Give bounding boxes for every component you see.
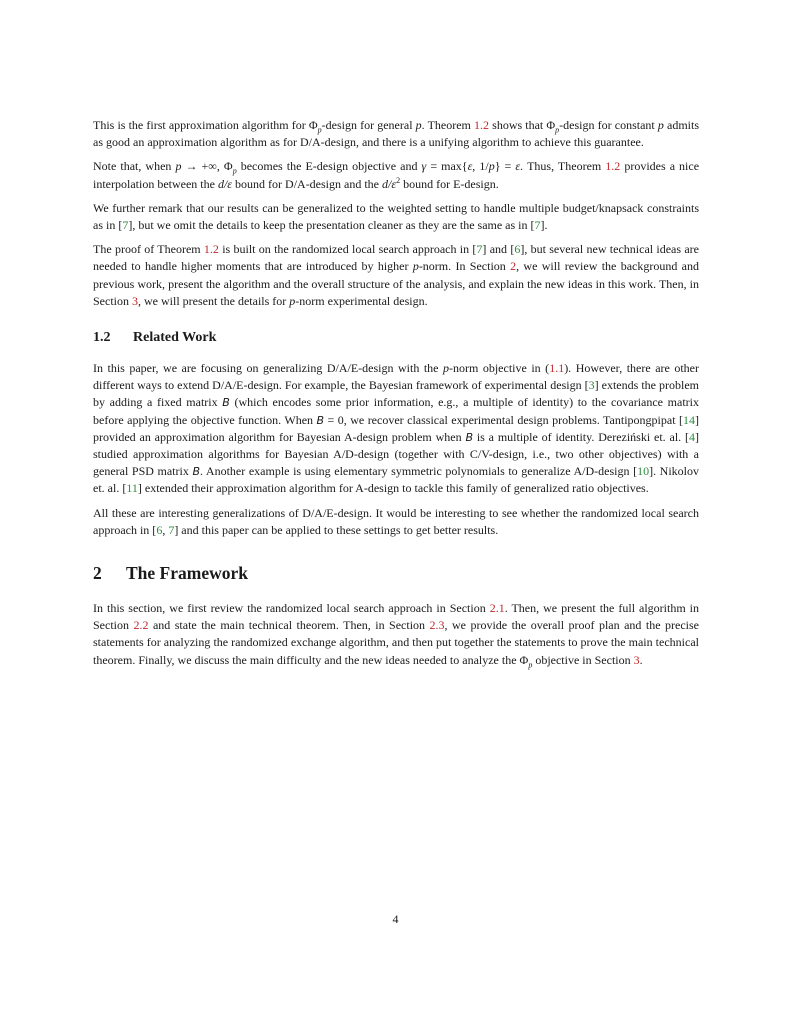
subsection-heading [93,330,699,346]
related-work-paragraph-2: All these are interesting generalizations of D/A/E-design. It would be interesting to see whether the randomized local search approach in [6, 7] and this paper can be applied to these settings to get better results. [93,505,699,537]
citation-link[interactable]: 11 [126,481,138,496]
citation-link[interactable]: 6 [156,522,163,537]
citation-link[interactable]: 7 [122,218,129,233]
citation-link[interactable]: 14 [683,412,695,427]
intro-paragraph-2: Note that, when p → +∞, $\Phi_p$ becomes the E-design objective and γ = max{ε, 1/p} = ε. Thus, Theorem 1.2 provides a nice interpolation between the d/ε bound for D/A-design and the $d/\varepsilon^2$ bound for E-design. [93,159,700,191]
section-heading [93,563,699,584]
section-title: The Framework [126,563,248,584]
section-ref-link[interactable]: 2.2 [133,618,149,633]
citation-link[interactable]: 3 [588,378,595,393]
equation-ref-link[interactable]: 1.1 [549,361,565,376]
intro-paragraph-3: We further remark that our results can be generalized to the weighted setting to handle multiple budget/knapsack constraints as in [7], but we omit the details to keep the presentation cleaner as they are the same as in [7]. [93,200,699,233]
citation-link[interactable]: 7 [476,242,483,257]
citation-link[interactable]: 7 [168,522,175,537]
section-ref-link[interactable]: 2.1 [489,601,505,616]
theorem-ref-link[interactable]: 1.2 [203,242,219,257]
citation-link[interactable]: 6 [514,242,521,257]
subsection-number: 1.2 [93,330,111,346]
intro-paragraph-1: This is the first approximation algorithm for $\Phi_p$-design for general p. Theorem 1.2 shows that $\Phi_p$-design for constant p admits as good an approximation algorithm as for D/A-design, and there is a unifying algorithm to achieve this guarantee. [93,118,700,150]
section-ref-link[interactable]: 2.3 [429,618,445,633]
intro-paragraph-4: The proof of Theorem 1.2 is built on the randomized local search approach in [7] and [6], but several new technical ideas are needed to handle higher moments that are introduced by higher p-norm. In Section 2, we will review the background and previous work, present the algorithm and the overall structure of the analysis, and explain the new ideas in this work. Then, in Section 3, we will present the details for p-norm experimental design. [93,242,699,308]
related-work-paragraph-1: In this paper, we are focusing on generalizing D/A/E-design with the p-norm objective in (1.1). However, there are other different ways to extend D/A/E-design. For example, the Bayesian framework of experimental design [3] extends the problem by adding a fixed matrix B (which encodes some prior information, e.g., a multiple of identity) to the covariance matrix before applying the objective function. When B = 0, we recover classical experimental design problems. Tantipongpipat [14] provided an approximation algorithm for Bayesian A-design problem when B is a multiple of identity. Dereziński et. al. [4] studied approximation algorithms for Bayesian A/D-design (together with C/V-design, i.e., two other objectives) with a general PSD matrix B. Another example is using elementary symmetric polynomials to generalize A/D-design [10]. Nikolov et. al. [11] extended their approximation algorithm for A-design to tackle this family of generalized ratio objectives. [93,361,700,496]
section-ref-link[interactable]: 3 [633,652,640,667]
section-ref-link[interactable]: 2 [510,259,517,274]
page-number: 4 [392,912,399,926]
theorem-ref-link[interactable]: 1.2 [605,159,621,174]
framework-paragraph-1: In this section, we first review the randomized local search approach in Section 2.1. Then, we present the full algorithm in Section 2.2 and state the main technical theorem. Then, in Section 2.3, we provide the overall proof plan and the precise statements for analyzing the randomized exchange algorithm, and then put together the statements to prove the main technical theorem. Finally, we discuss the main difficulty and the new ideas needed to analyze the $\Phi_p$ objective in Section 3. [93,601,699,670]
subsection-title: Related Work [133,330,217,346]
paper-page [93,117,699,676]
section-ref-link[interactable]: 3 [132,293,138,308]
section-number: 2 [93,563,102,584]
theorem-ref-link[interactable]: 1.2 [474,118,490,132]
citation-link[interactable]: 7 [534,218,541,233]
citation-link[interactable]: 10 [637,464,650,479]
citation-link[interactable]: 4 [689,429,696,444]
